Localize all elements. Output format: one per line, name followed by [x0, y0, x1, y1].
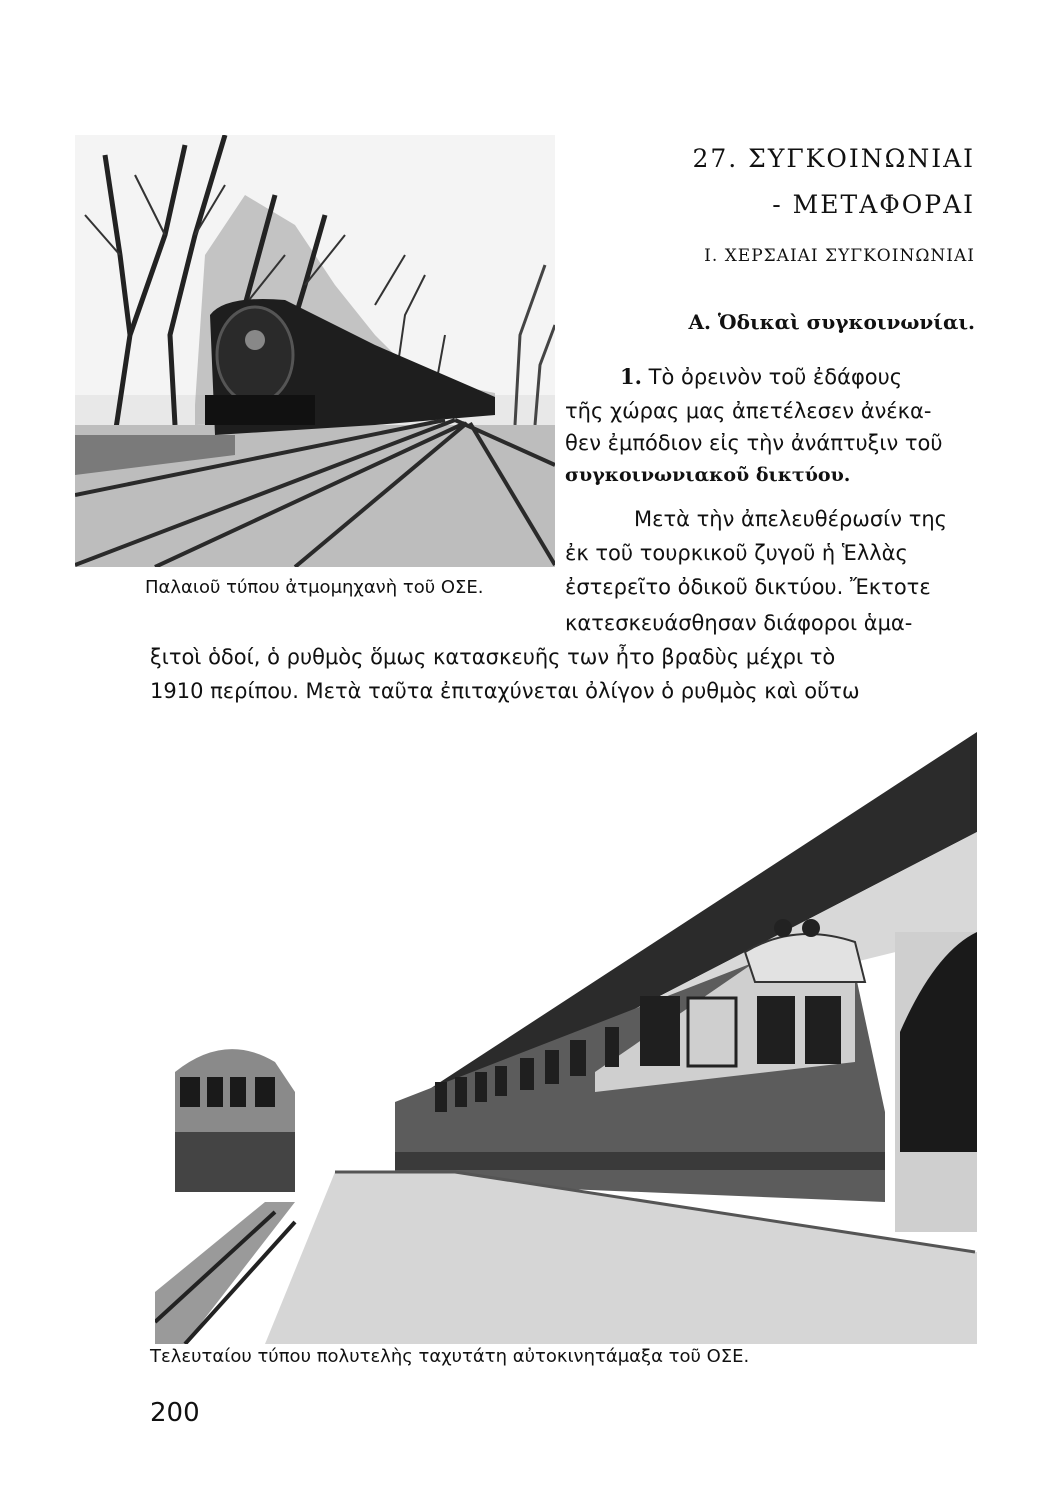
section-heading: Ι. ΧΕΡΣΑΙΑΙ ΣΥΓΚΟΙΝΩΝΙΑΙ: [704, 246, 975, 266]
paragraph1-first-line: [620, 364, 902, 390]
paragraph1-line2: τῆς χώρας μας ἀπετέλεσεν ἀνέκα-: [565, 399, 932, 423]
paragraph2-line1: Μετὰ τὴν ἀπελευθέρωσίν της: [634, 507, 947, 531]
subsection-heading: Α. Ὁδικαὶ συγκοινωνίαι.: [688, 310, 975, 334]
page-number: 200: [150, 1398, 200, 1428]
paragraph2-line6: 1910 περίπου. Μετὰ ταῦτα ἐπιταχύνεται ὀλίγον ὁ ρυθμὸς καὶ οὕτω: [150, 679, 860, 703]
paragraph1-line3: θεν ἐμπόδιον εἰς τὴν ἀνάπτυξιν τοῦ: [565, 431, 943, 455]
chapter-title-line2: - ΜΕΤΑΦΟΡΑΙ: [772, 190, 975, 219]
railcar-caption: Τελευταίου τύπου πολυτελὴς ταχυτάτη αὐτοκινητάμαξα τοῦ ΟΣΕ.: [150, 1346, 750, 1367]
paragraph2-line5: ξιτοὶ ὁδοί, ὁ ρυθμὸς ὅμως κατασκευῆς των ἦτο βραδὺς μέχρι τὸ: [150, 645, 836, 669]
chapter-title: [692, 136, 975, 228]
steam-locomotive-photo: [75, 135, 555, 567]
paragraph2-line2: ἐκ τοῦ τουρκικοῦ ζυγοῦ ἡ Ἑλλὰς: [565, 541, 908, 565]
steam-locomotive-caption: Παλαιοῦ τύπου ἀτμομηχανὴ τοῦ ΟΣΕ.: [145, 577, 484, 598]
paragraph2-line3: ἐστερεῖτο ὀδικοῦ δικτύου. Ἔκτοτε: [565, 575, 931, 599]
paragraph2-line4: κατεσκευάσθησαν διάφοροι ἁμα-: [565, 611, 913, 635]
paragraph-number: 1.: [620, 364, 642, 389]
chapter-title-line1: 27. ΣΥΓΚΟΙΝΩΝΙΑΙ: [692, 144, 975, 173]
railcar-photo: [155, 732, 977, 1344]
paragraph1-line1: Τὸ ὀρεινὸν τοῦ ἐδάφους: [648, 365, 903, 389]
paragraph1-line4: συγκοινωνιακοῦ δικτύου.: [565, 464, 851, 486]
